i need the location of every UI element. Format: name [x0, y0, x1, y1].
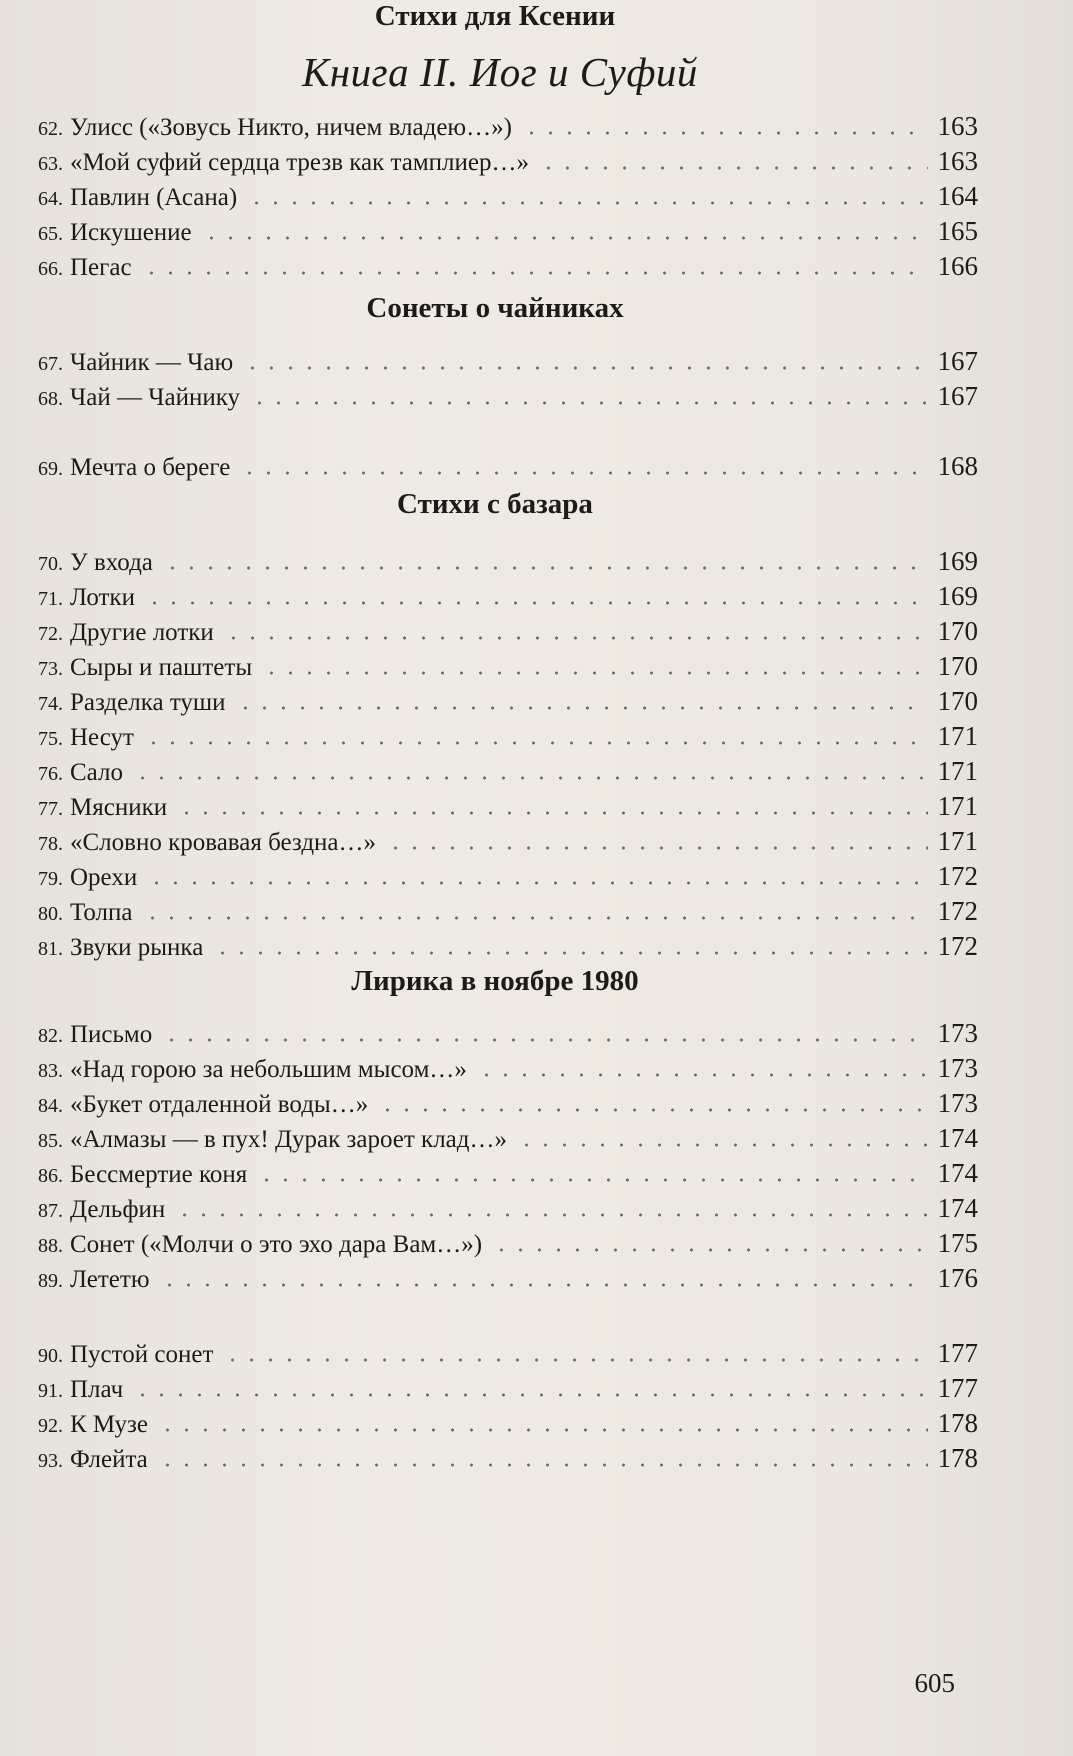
- entry-number: 89.: [38, 1270, 63, 1292]
- toc-entry: [38, 213, 978, 249]
- toc-entry: [38, 108, 978, 144]
- dot-leader: [223, 1358, 927, 1362]
- entry-number: 85.: [38, 1130, 63, 1152]
- dot-leader: [243, 366, 927, 370]
- entry-number: 91.: [38, 1380, 63, 1402]
- entry-title: У входа: [70, 549, 153, 576]
- dot-leader: [160, 1283, 928, 1287]
- dot-leader: [257, 1178, 927, 1182]
- section-heading: Сонеты о чайниках: [366, 292, 624, 324]
- entry-number: 93.: [38, 1450, 63, 1472]
- toc-entry: [38, 1190, 978, 1226]
- entry-number: 79.: [38, 868, 63, 890]
- entry-page-number: 174: [937, 1123, 978, 1153]
- entry-title: «Над горою за небольшим мысом…»: [70, 1056, 467, 1083]
- entry-page-number: 172: [937, 931, 978, 961]
- entry-page-number: 176: [937, 1263, 978, 1293]
- entry-page-number: 178: [937, 1408, 978, 1438]
- entry-page-number: 173: [937, 1018, 978, 1048]
- folio-page-number: 605: [914, 1668, 955, 1698]
- entry-number: 84.: [38, 1095, 63, 1117]
- entry-page-number: 164: [937, 181, 978, 211]
- toc-entry: [38, 1085, 978, 1121]
- entry-page-number: 177: [937, 1373, 978, 1403]
- dot-leader: [477, 1073, 928, 1077]
- entry-number: 71.: [38, 588, 63, 610]
- entry-page-number: 171: [937, 721, 978, 751]
- entry-number: 62.: [38, 118, 63, 140]
- toc-entry: [38, 143, 978, 179]
- entry-number: 73.: [38, 658, 63, 680]
- toc-entry: [38, 893, 978, 929]
- dot-leader: [133, 1393, 927, 1397]
- toc-entry: [38, 178, 978, 214]
- dot-leader: [143, 916, 928, 920]
- entry-page-number: 168: [937, 451, 978, 481]
- entry-page-number: 171: [937, 756, 978, 786]
- toc-entry: [38, 683, 978, 719]
- entry-page-number: 170: [937, 616, 978, 646]
- entry-page-number: 170: [937, 651, 978, 681]
- entry-page-number: 172: [937, 896, 978, 926]
- entry-page-number: 167: [937, 381, 978, 411]
- entry-title: Другие лотки: [70, 619, 214, 646]
- dot-leader: [522, 131, 928, 135]
- entry-title: Мясники: [70, 794, 168, 821]
- entry-page-number: 172: [937, 861, 978, 891]
- dot-leader: [262, 671, 927, 675]
- entry-title: «Мой суфий сердца трезв как тамплиер…»: [70, 149, 529, 176]
- entry-title: Лететю: [70, 1266, 150, 1293]
- entry-title: Плач: [70, 1376, 124, 1403]
- dot-leader: [144, 741, 928, 745]
- toc-entry: [38, 543, 978, 579]
- entry-number: 80.: [38, 903, 63, 925]
- dot-leader: [142, 271, 928, 275]
- dot-leader: [162, 1038, 927, 1042]
- entry-title: Пегас: [70, 254, 132, 281]
- entry-number: 67.: [38, 353, 63, 375]
- entry-number: 64.: [38, 188, 63, 210]
- entry-title: Орехи: [70, 864, 138, 891]
- entry-title: Чай — Чайнику: [70, 384, 240, 411]
- dot-leader: [133, 776, 928, 780]
- entry-number: 66.: [38, 258, 63, 280]
- dot-leader: [386, 846, 927, 850]
- dot-leader: [202, 236, 928, 240]
- toc-entry: [38, 1155, 978, 1191]
- toc-entry: [38, 1370, 978, 1406]
- dot-leader: [158, 1463, 928, 1467]
- entry-number: 86.: [38, 1165, 63, 1187]
- entry-title: Сонет («Молчи о это эхо дара Вам…»): [70, 1231, 483, 1258]
- dot-leader: [247, 201, 927, 205]
- entry-page-number: 169: [937, 546, 978, 576]
- entry-page-number: 165: [937, 216, 978, 246]
- toc-entry: [38, 928, 978, 964]
- toc-entry: [38, 448, 978, 484]
- toc-entry: [38, 1405, 978, 1441]
- section-heading: Стихи для Ксении: [374, 0, 616, 32]
- entry-title: Бессмертие коня: [70, 1161, 248, 1188]
- toc-entry: [38, 578, 978, 614]
- toc-entry: [38, 823, 978, 859]
- dot-leader: [539, 166, 928, 170]
- entry-number: 63.: [38, 153, 63, 175]
- section-heading: Стихи с базара: [397, 488, 593, 520]
- entry-number: 68.: [38, 388, 63, 410]
- toc-entry: [38, 613, 978, 649]
- entry-page-number: 173: [937, 1088, 978, 1118]
- entry-title: Сало: [70, 759, 123, 786]
- entry-number: 74.: [38, 693, 63, 715]
- entry-number: 82.: [38, 1025, 63, 1047]
- entry-title: Павлин (Асана): [70, 184, 238, 211]
- entry-title: Разделка туши: [70, 689, 226, 716]
- toc-entry: [38, 1120, 978, 1156]
- entry-page-number: 170: [937, 686, 978, 716]
- dot-leader: [517, 1143, 928, 1147]
- entry-number: 76.: [38, 763, 63, 785]
- entry-number: 88.: [38, 1235, 63, 1257]
- entry-title: Искушение: [70, 219, 192, 246]
- entry-page-number: 171: [937, 791, 978, 821]
- entry-title: Чайник — Чаю: [70, 349, 234, 376]
- entry-title: Несут: [70, 724, 134, 751]
- entry-page-number: 178: [937, 1443, 978, 1473]
- toc-entry: [38, 1440, 978, 1476]
- entry-page-number: 171: [937, 826, 978, 856]
- entry-number: 65.: [38, 223, 63, 245]
- entry-title: Улисс («Зовусь Никто, ничем владею…»): [70, 114, 512, 141]
- toc-entry: [38, 1050, 978, 1086]
- entry-title: Дельфин: [70, 1196, 166, 1223]
- book-title: Книга II. Иог и Суфий: [302, 49, 698, 95]
- dot-leader: [147, 881, 927, 885]
- entry-number: 90.: [38, 1345, 63, 1367]
- toc-entry: [38, 343, 978, 379]
- toc-entry: [38, 1225, 978, 1261]
- dot-leader: [145, 601, 928, 605]
- entry-page-number: 175: [937, 1228, 978, 1258]
- entry-title: «Словно кровавая бездна…»: [70, 829, 377, 856]
- dot-leader: [213, 951, 927, 955]
- toc-entry: [38, 378, 978, 414]
- dot-leader: [163, 566, 928, 570]
- toc-entry: [38, 858, 978, 894]
- section-heading: Лирика в ноябре 1980: [351, 965, 639, 997]
- toc-entry: [38, 648, 978, 684]
- entry-page-number: 174: [937, 1193, 978, 1223]
- entry-page-number: 169: [937, 581, 978, 611]
- entry-number: 87.: [38, 1200, 63, 1222]
- dot-leader: [158, 1428, 927, 1432]
- entry-number: 75.: [38, 728, 63, 750]
- toc-entry: [38, 248, 978, 284]
- toc-entry: [38, 1260, 978, 1296]
- dot-leader: [236, 706, 928, 710]
- entry-title: Мечта о береге: [70, 454, 231, 481]
- entry-page-number: 167: [937, 346, 978, 376]
- entry-number: 69.: [38, 458, 63, 480]
- entry-title: Лотки: [70, 584, 135, 611]
- dot-leader: [492, 1248, 927, 1252]
- entry-number: 72.: [38, 623, 63, 645]
- toc-entry: [38, 1335, 978, 1371]
- entry-title: Толпа: [70, 899, 133, 926]
- entry-title: Письмо: [70, 1021, 153, 1048]
- entry-number: 77.: [38, 798, 63, 820]
- entry-page-number: 174: [937, 1158, 978, 1188]
- entry-page-number: 166: [937, 251, 978, 281]
- dot-leader: [378, 1108, 927, 1112]
- entry-page-number: 163: [937, 146, 978, 176]
- entry-page-number: 173: [937, 1053, 978, 1083]
- entry-title: «Алмазы — в пух! Дурак зароет клад…»: [70, 1126, 507, 1153]
- entry-title: Сыры и паштеты: [70, 654, 253, 681]
- entry-page-number: 177: [937, 1338, 978, 1368]
- dot-leader: [175, 1213, 927, 1217]
- entry-title: «Букет отдаленной воды…»: [70, 1091, 369, 1118]
- entry-title: Пустой сонет: [70, 1341, 214, 1368]
- entry-number: 83.: [38, 1060, 63, 1082]
- toc-entry: [38, 1015, 978, 1051]
- toc-entry: [38, 718, 978, 754]
- entry-number: 92.: [38, 1415, 63, 1437]
- toc-entry: [38, 753, 978, 789]
- entry-number: 70.: [38, 553, 63, 575]
- dot-leader: [224, 636, 928, 640]
- entry-page-number: 163: [937, 111, 978, 141]
- entry-title: Флейта: [70, 1446, 148, 1473]
- entry-number: 81.: [38, 938, 63, 960]
- dot-leader: [177, 811, 927, 815]
- entry-number: 78.: [38, 833, 63, 855]
- dot-leader: [240, 471, 927, 475]
- entry-title: Звуки рынка: [70, 934, 204, 961]
- toc-entry: [38, 788, 978, 824]
- dot-leader: [250, 401, 928, 405]
- entry-title: К Музе: [70, 1411, 149, 1438]
